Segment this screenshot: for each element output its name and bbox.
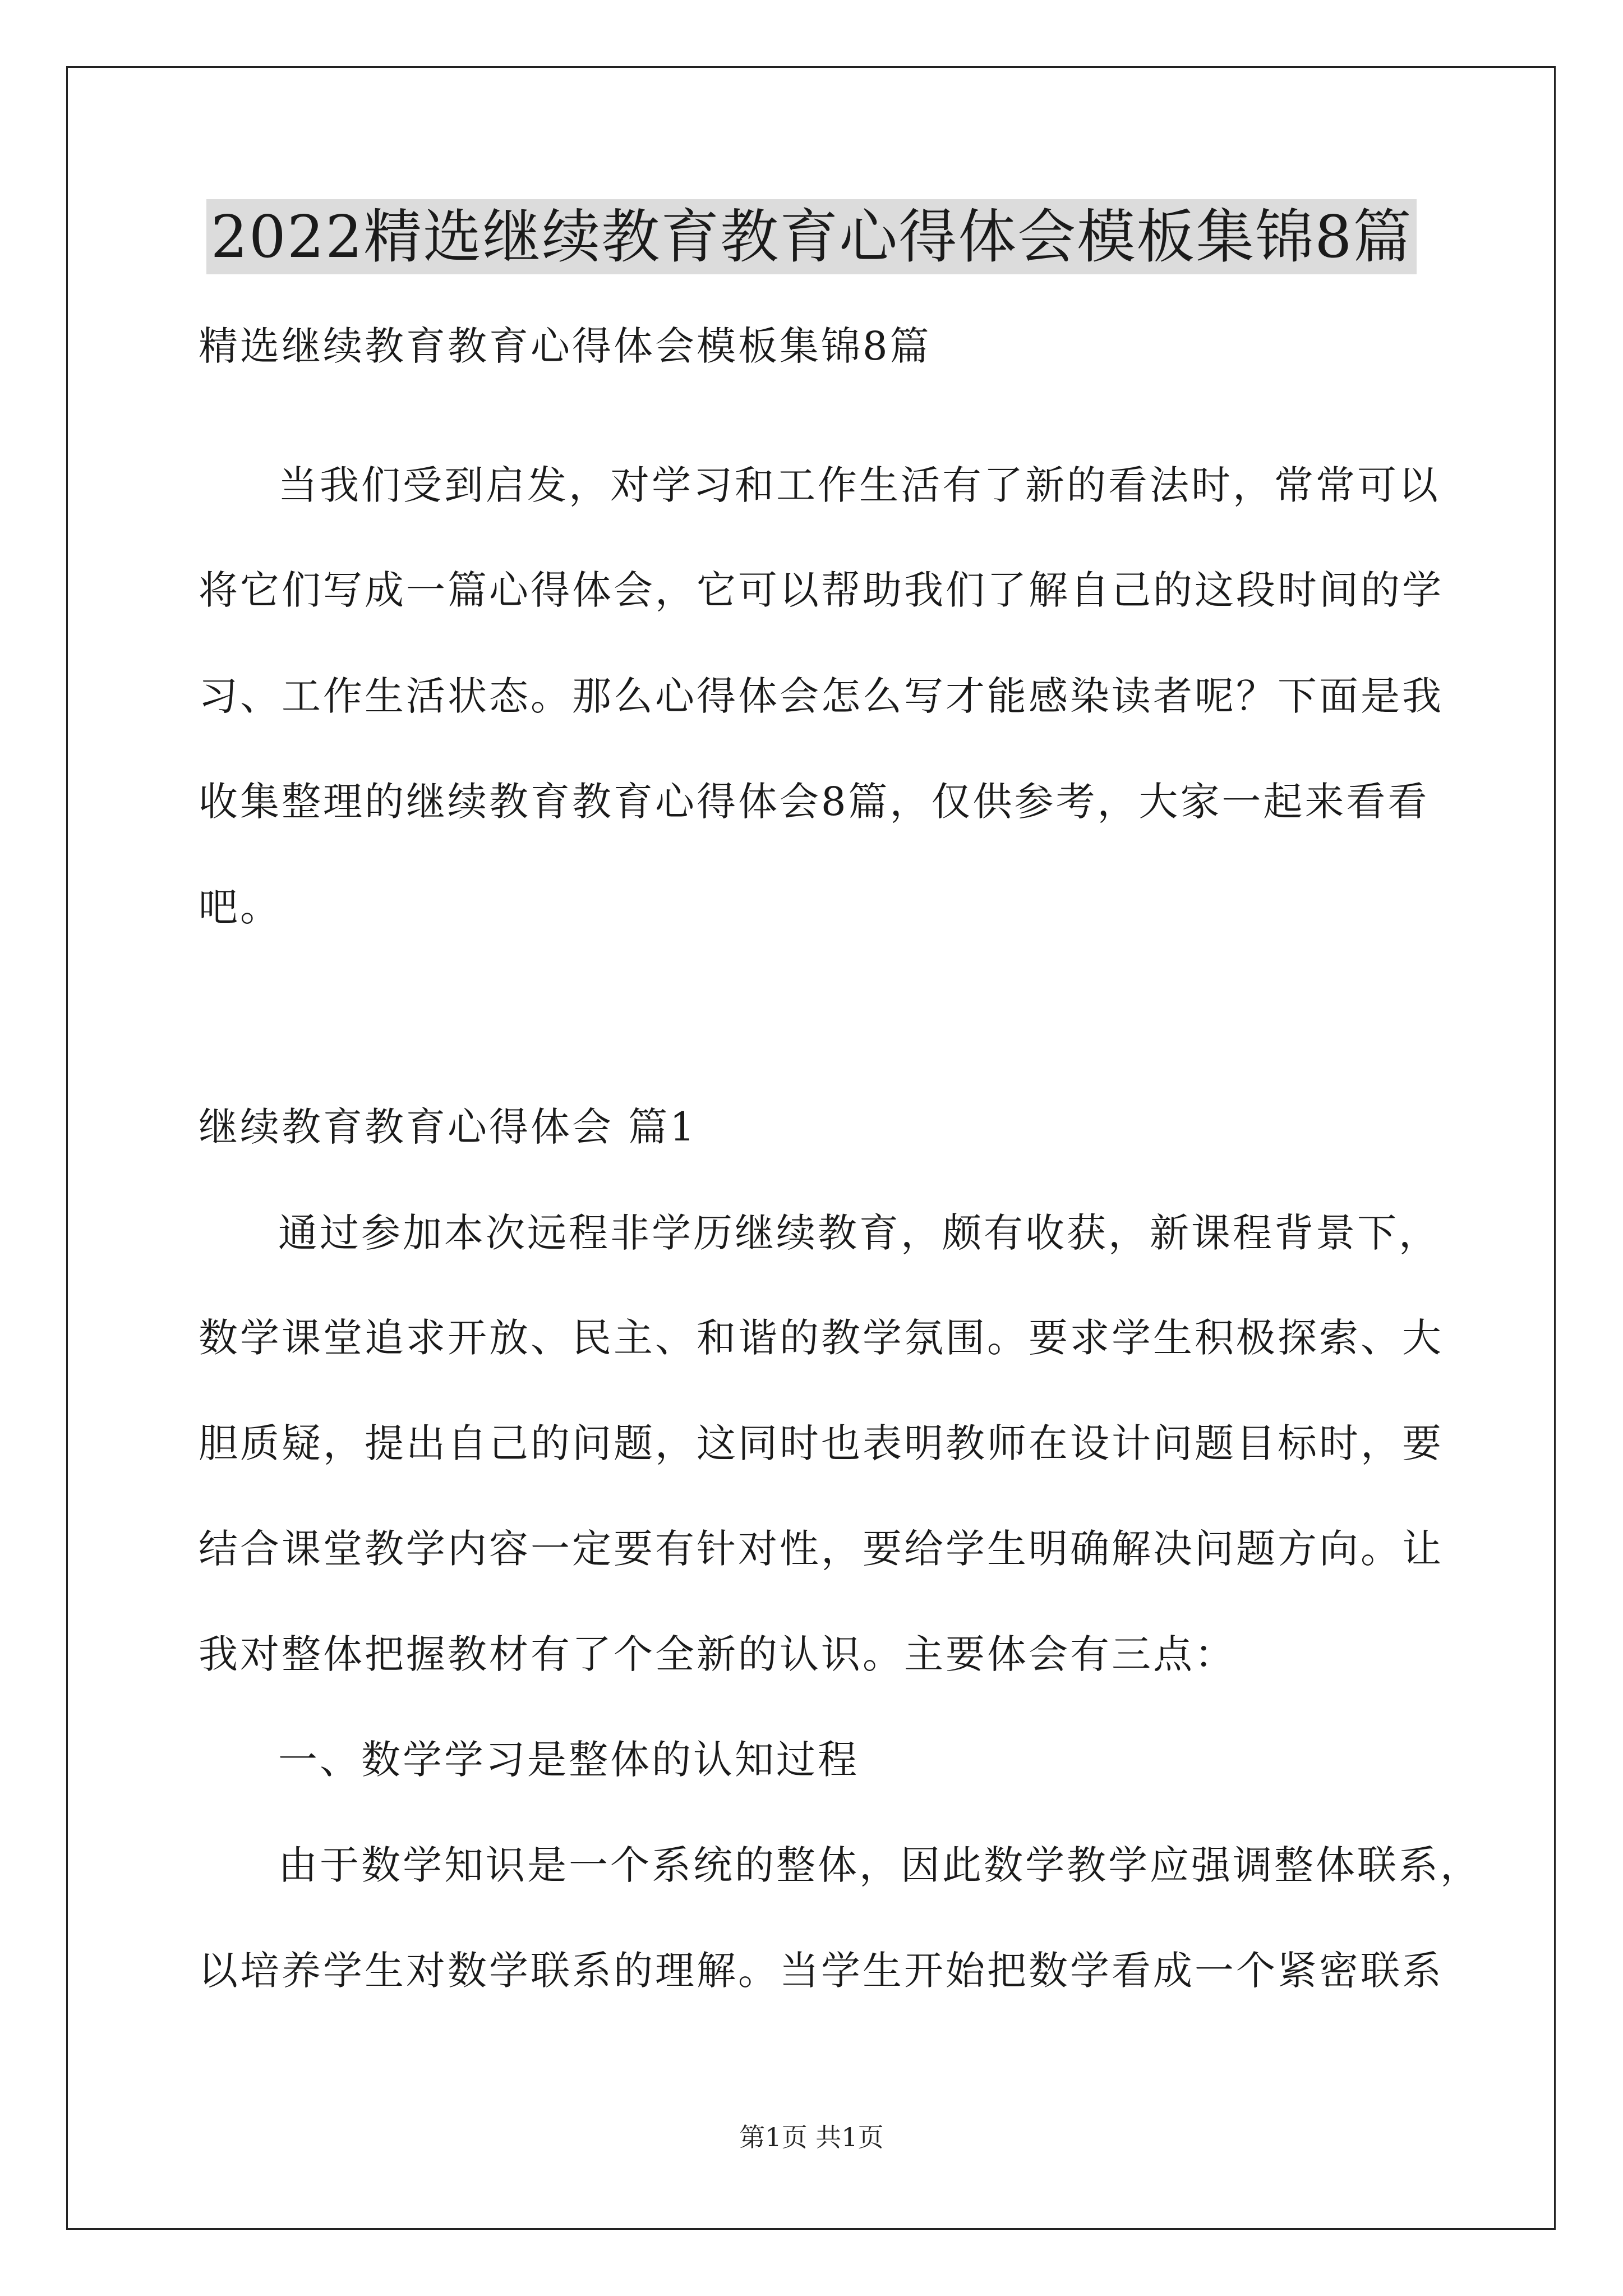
section-line: 数学课堂追求开放、民主、和谐的教学氛围。要求学生积极探索、大 <box>199 1315 1444 1361</box>
section-line: 我对整体把握教材有了个全新的认识。主要体会有三点： <box>199 1631 1236 1677</box>
intro-line: 习、工作生活状态。那么心得体会怎么写才能感染读者呢？下面是我 <box>199 673 1444 719</box>
intro-line: 当我们受到启发，对学习和工作生活有了新的看法时，常常可以 <box>278 462 1440 508</box>
section-line: 由于数学知识是一个系统的整体，因此数学教学应强调整体联系， <box>278 1842 1482 1888</box>
intro-line: 将它们写成一篇心得体会，它可以帮助我们了解自己的这段时间的学 <box>199 567 1444 613</box>
page-footer: 第1页 共1页 <box>739 2122 884 2152</box>
section-line: 结合课堂教学内容一定要有针对性，要给学生明确解决问题方向。让 <box>199 1526 1444 1572</box>
section-heading: 继续教育教育心得体会 篇1 <box>199 1104 697 1150</box>
section-line: 以培养学生对数学联系的理解。当学生开始把数学看成一个紧密联系 <box>199 1948 1444 1994</box>
document-title <box>0 197 1623 276</box>
section-line: 胆质疑，提出自己的问题，这同时也表明教师在设计问题目标时，要 <box>199 1420 1444 1466</box>
section-line: 通过参加本次远程非学历继续教育，颇有收获，新课程背景下， <box>278 1210 1440 1256</box>
intro-line: 吧。 <box>199 884 282 930</box>
document-title-text: 2022精选继续教育教育心得体会模板集锦8篇 <box>206 199 1417 274</box>
section-subheading: 一、数学学习是整体的认知过程 <box>278 1737 859 1783</box>
document-subtitle: 精选继续教育教育心得体会模板集锦8篇 <box>199 323 932 369</box>
intro-line: 收集整理的继续教育教育心得体会8篇，仅供参考，大家一起来看看 <box>199 779 1430 825</box>
